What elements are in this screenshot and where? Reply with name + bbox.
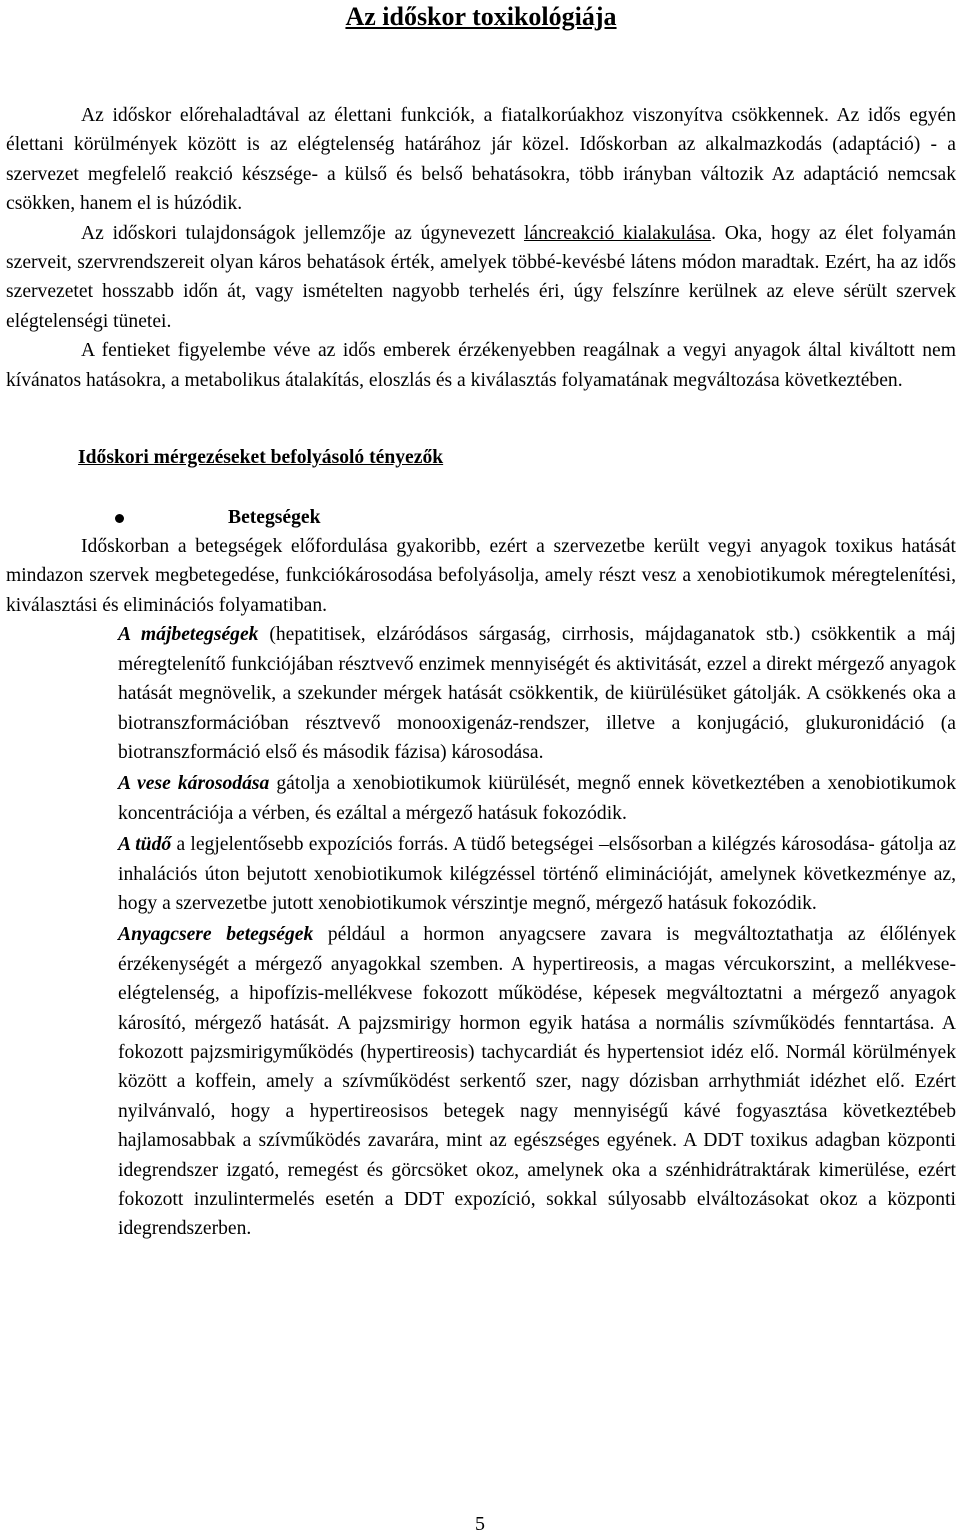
diseases-lead-paragraph: Időskorban a betegségek előfordulása gyakoribb, ezért a szervezetbe került vegyi anyagok toxikus hatását mindazon szervek megbetegedése, funkciókárosodása befolyásolja, amely részt vesz a xenobiotikumok méregtelenítési, kiválasztási és eliminációs folyamatiban. [6, 536, 956, 616]
metabolic-text: például a hormon anyagcsere zavara is megváltoztathatja az élőlények érzékenységét a mérgező anyagokkal szemben. A hypertireosis, a magas vércukorszint, a mellékvese-elégtelenség, a hipofízis-mellékvese fokozott működése, képesek megváltoztatni a mérgező anyagok károsító, mérgező hatását. A pajzsmirigy hormon egyik hatása a normális szívműködés fenntartása. A fokozott pajzsmirigyműködés (hypertireosis) tachycardiát és hypertensiot idéz elő. Normál körülmények között a koffein, amely a szívműködést serkentő szer, nagy dózisban arrhythmiát idézhet elő. Ezért nyilvánvaló, hogy a hypertireosisos betegek nagy mennyiségű kávé fogyasztása következtébeb hajlamosabbak a szívműködés zavarára, mint az egészséges egyének. A DDT toxikus adagban központi idegrendszer izgató, remegést és görcsöket okoz, amelynek oka a szénhidrátraktárak kimerülése, ezért fokozott inzulintermelés esetén a DDT expozíció, sokkal súlyosabb elváltozásokat okoz a központi idegrendszerben. [118, 924, 957, 1240]
section-heading: Időskori mérgezéseket befolyásoló tényezők [78, 447, 444, 469]
intro-paragraph-2 [6, 219, 956, 337]
metabolic-paragraph [118, 920, 956, 1243]
chain-reaction-term: láncreakció kialakulása [523, 222, 712, 244]
lung-text: a legjelentősebb expozíciós forrás. A tüdő betegségei –elsősorban a kilégzés károsodása- gátolja az inhalációs úton bejutott xenobiotikumok kilégzéssel történő eliminációját, amelynek következménye az, hogy a szervezetbe jutott xenobiotikumok vérszintje megnő, mérgező hatásuk fokozódik. [118, 834, 956, 914]
kidney-term: A vese károsodása [118, 773, 270, 795]
intro-paragraph-2-start: Az időskori tulajdonságok jellemzője az úgynevezett [81, 222, 524, 244]
liver-paragraph [118, 620, 956, 767]
diseases-list [118, 620, 956, 1244]
bullet-label: Betegségek [228, 507, 321, 529]
kidney-paragraph [118, 769, 956, 828]
intro-paragraph-1: Az időskor előrehaladtával az élettani funkciók, a fiatalkorúakhoz viszonyítva csökkennek. Az idős egyén élettani körülmények között is az elégtelenség határához jár közel. Időskorban az alkalmazkodás (adaptáció) - a szervezet megfelelő reakció készsége- a külső és belső behatásokra, több irányban változik Az adaptáció nemcsak csökken, hanem el is húzódik. [6, 105, 956, 215]
page-number: 5 [475, 1513, 485, 1535]
document-page [6, 0, 956, 1244]
bullet-item-diseases [6, 503, 956, 532]
liver-term: A májbetegségek [118, 624, 259, 646]
bullet-dot-icon [115, 514, 124, 523]
metabolic-term: Anyagcsere betegségek [118, 924, 314, 946]
page-title: Az időskor toxikológiája [345, 2, 617, 31]
lung-term: A tüdő [118, 834, 172, 856]
intro-paragraph-2-end: . Oka, hogy az élet folyamán szerveit, szervrendszereit olyan káros behatások érték, amelyek többé-kevésbé látens módon maradtak. Ezért, ha az idős szervezetet hosszabb időn át, vagy ismételten nagyobb terhelés éri, úgy felszínre kerülnek az eleve sérült szervek elégtelenségi tünetei. [6, 222, 956, 332]
intro-paragraph-3: A fentieket figyelembe véve az idős emberek érzékenyebben reagálnak a vegyi anyagok által kiváltott nem kívánatos hatásokra, a metabolikus átalakítás, eloszlás és a kiválasztás folyamatának megváltozása következtében. [6, 340, 956, 391]
lung-paragraph [118, 830, 956, 918]
kidney-text: gátolja a xenobiotikumok kiürülését, megnő ennek következtében a xenobiotikumok koncentrációja a vérben, és ezáltal a mérgező hatásuk fokozódik. [118, 773, 957, 824]
liver-text: (hepatitisek, elzáródásos sárgaság, cirrhosis, májdaganatok stb.) csökkentik a máj méregtelenítő funkciójában résztvevő enzimek mennyiségét és aktivitását, ezzel a direkt mérgező anyagok hatását megnövelik, a szekunder mérgek hatását csökkentik, de kiürülésüket gátolják. A csökkenés oka a biotranszformációban résztvevő monooxigenáz-rendszer, illetve a konjugáció, glukuronidáció (a biotranszformáció első és második fázisa) károsodása. [118, 624, 956, 763]
